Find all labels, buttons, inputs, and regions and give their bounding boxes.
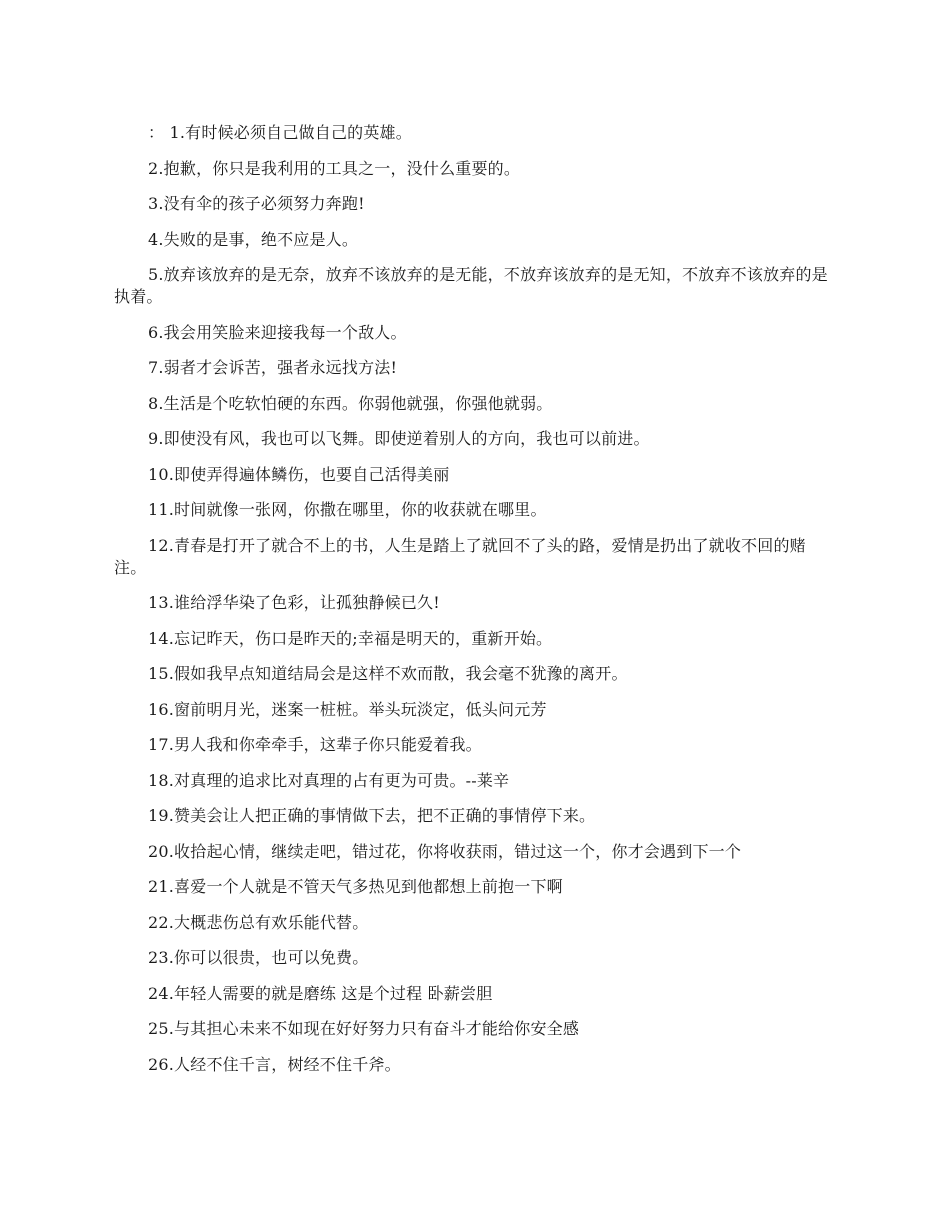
- paragraph-18: 18.对真理的追求比对真理的占有更为可贵。--莱辛: [148, 770, 510, 790]
- paragraph-25: 25.与其担心未来不如现在好好努力只有奋斗才能给你安全感: [148, 1019, 580, 1038]
- paragraph-3: 3.没有伞的孩子必须努力奔跑!: [148, 194, 365, 213]
- paragraph-6: 6.我会用笑脸来迎接我每一个敌人。: [148, 322, 407, 342]
- paragraph-11: 11.时间就像一张网，你撒在哪里，你的收获就在哪里。: [148, 500, 547, 519]
- paragraph-16: 16.窗前明月光，迷案一桩桩。举头玩淡定，低头问元芳: [148, 699, 547, 719]
- paragraph-21: 21.喜爱一个人就是不管天气多热见到他都想上前抱一下啊: [148, 877, 563, 896]
- paragraph-24: 24.年轻人需要的就是磨练 这是个过程 卧薪尝胆: [148, 983, 493, 1003]
- paragraph-20: 20.收拾起心情，继续走吧，错过花，你将收获雨，错过这一个，你才会遇到下一个: [148, 841, 742, 861]
- paragraph-2: 2.抱歉，你只是我利用的工具之一，没什么重要的。: [148, 158, 521, 178]
- paragraph-7: 7.弱者才会诉苦，强者永远找方法!: [148, 358, 398, 377]
- paragraph-1: ： 1.有时候必须自己做自己的英雄。: [148, 123, 412, 142]
- paragraph-4: 4.失败的是事，绝不应是人。: [148, 229, 359, 249]
- paragraph-15: 15.假如我早点知道结局会是这样不欢而散，我会毫不犹豫的离开。: [148, 664, 628, 683]
- paragraph-12: 12.青春是打开了就合不上的书，人生是踏上了就回不了头的路，爱情是扔出了就收不回的赌注。: [114, 535, 806, 577]
- paragraph-17: 17.男人我和你牵牵手，这辈子你只能爱着我。: [148, 735, 482, 754]
- paragraph-9: 9.即使没有风，我也可以飞舞。即使逆着别人的方向，我也可以前进。: [148, 429, 650, 448]
- paragraph-22: 22.大概悲伤总有欢乐能代替。: [148, 912, 369, 932]
- paragraph-5: 5.放弃该放弃的是无奈，放弃不该放弃的是无能，不放弃该放弃的是无知，不放弃不该放弃的是执着。: [114, 265, 828, 306]
- paragraph-8: 8.生活是个吃软怕硬的东西。你弱他就强，你强他就弱。: [148, 393, 553, 413]
- paragraph-10: 10.即使弄得遍体鳞伤，也要自己活得美丽: [148, 464, 450, 484]
- paragraph-14: 14.忘记昨天，伤口是昨天的;幸福是明天的，重新开始。: [148, 628, 553, 648]
- paragraph-23: 23.你可以很贵，也可以免费。: [148, 948, 369, 967]
- paragraph-26: 26.人经不住千言，树经不住千斧。: [148, 1054, 401, 1074]
- paragraph-19: 19.赞美会让人把正确的事情做下去，把不正确的事情停下来。: [148, 806, 596, 825]
- paragraph-13: 13.谁给浮华染了色彩，让孤独静候已久!: [148, 593, 440, 612]
- document-body: [114, 122, 838, 1089]
